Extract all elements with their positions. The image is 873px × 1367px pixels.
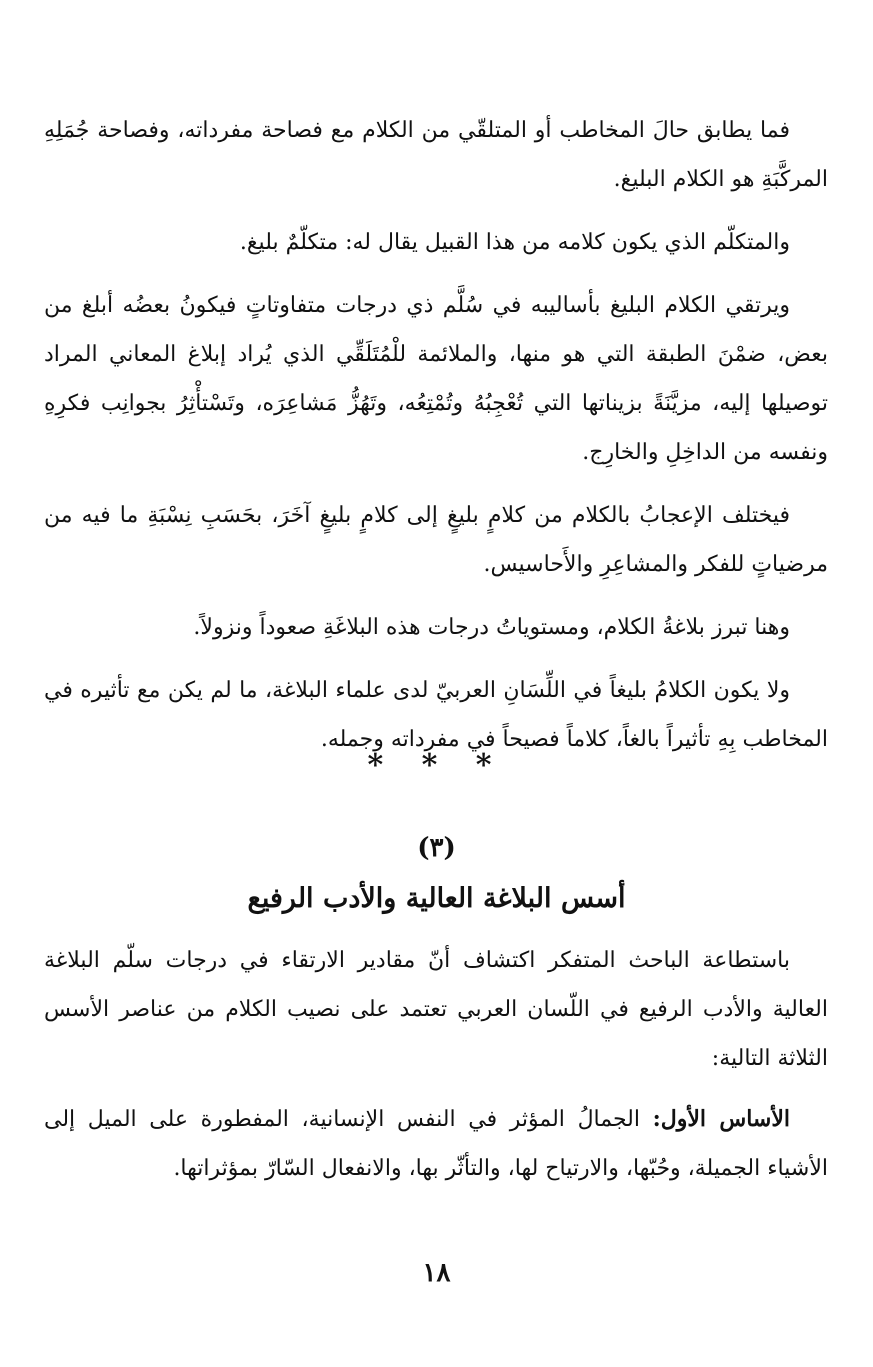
section-number: (٣) [417, 833, 456, 863]
upper-text-block [44, 106, 828, 764]
page-number: ١٨ [422, 1258, 451, 1288]
paragraph: والمتكلّم الذي يكون كلامه من هذا القبيل يقال له: متكلّمٌ بليغ. [239, 230, 790, 255]
lower-text-block [44, 936, 828, 1193]
section-title: أسس البلاغة العالية والأدب الرفيع [247, 883, 626, 914]
first-basis-text: الجمالُ المؤثر في النفس الإنسانية، المفطورة على الميل إلى الأشياء الجميلة، وحُبّها، والارتياح لها، والتأثّر بها، والانفعال السّارّ بمؤثراتها. [44, 1107, 828, 1181]
paragraph: ولا يكون الكلامُ بليغاً في اللِّسَانِ العربيّ لدى علماء البلاغة، ما لم يكن مع تأثيره في المخاطب بِهِ تأثيراً بالغاً، كلاماً فصيحاً في مفرداته وجمله. [44, 678, 828, 752]
paragraph: فما يطابق حالَ المخاطب أو المتلقّي من الكلام مع فصاحة مفرداته، وفصاحة جُمَلِهِ المركَّبَةِ هو الكلام البليغ. [44, 118, 828, 192]
first-basis-paragraph [44, 1095, 828, 1193]
paragraph: ويرتقي الكلام البليغ بأساليبه في سُلَّم ذي درجات متفاوتاتٍ فيكونُ بعضُه أبلغ من بعض، ضمْنَ الطبقة التي هو منها، والملائمة للْمُتَلَقِّي الذي يُراد إبلاغ المعاني المراد توصيلها إليه، مزيَّنَةً بزيناتها التي تُعْجِبُهُ وتُمْتِعُه، وتَهُزُّ مَشاعِرَه، وتَسْتأْثِرُ بجوانِب فكرِهِ ونفسه من الداخِلِ والخارِج. [44, 293, 828, 465]
section-separator: * * * [367, 748, 506, 783]
paragraph: فيختلف الإعجابُ بالكلام من كلامٍ بليغٍ إلى كلامٍ بليغٍ آخَرَ، بحَسَبِ نِسْبَةِ ما فيه من مرضياتٍ للفكر والمشاعِرِ والأَحاسيس. [44, 503, 828, 577]
paragraph: وهنا تبرز بلاغةُ الكلام، ومستوياتُ درجات هذه البلاغَةِ صعوداً ونزولاً. [193, 615, 790, 640]
intro-paragraph: باستطاعة الباحث المتفكر اكتشاف أنّ مقادير الارتقاء في درجات سلّم البلاغة العالية والأدب الرفيع في اللّسان العربي تعتمد على نصيب الكلام من عناصر الأسس الثلاثة التالية: [44, 948, 828, 1071]
first-basis-label: الأساس الأول: [652, 1106, 790, 1132]
